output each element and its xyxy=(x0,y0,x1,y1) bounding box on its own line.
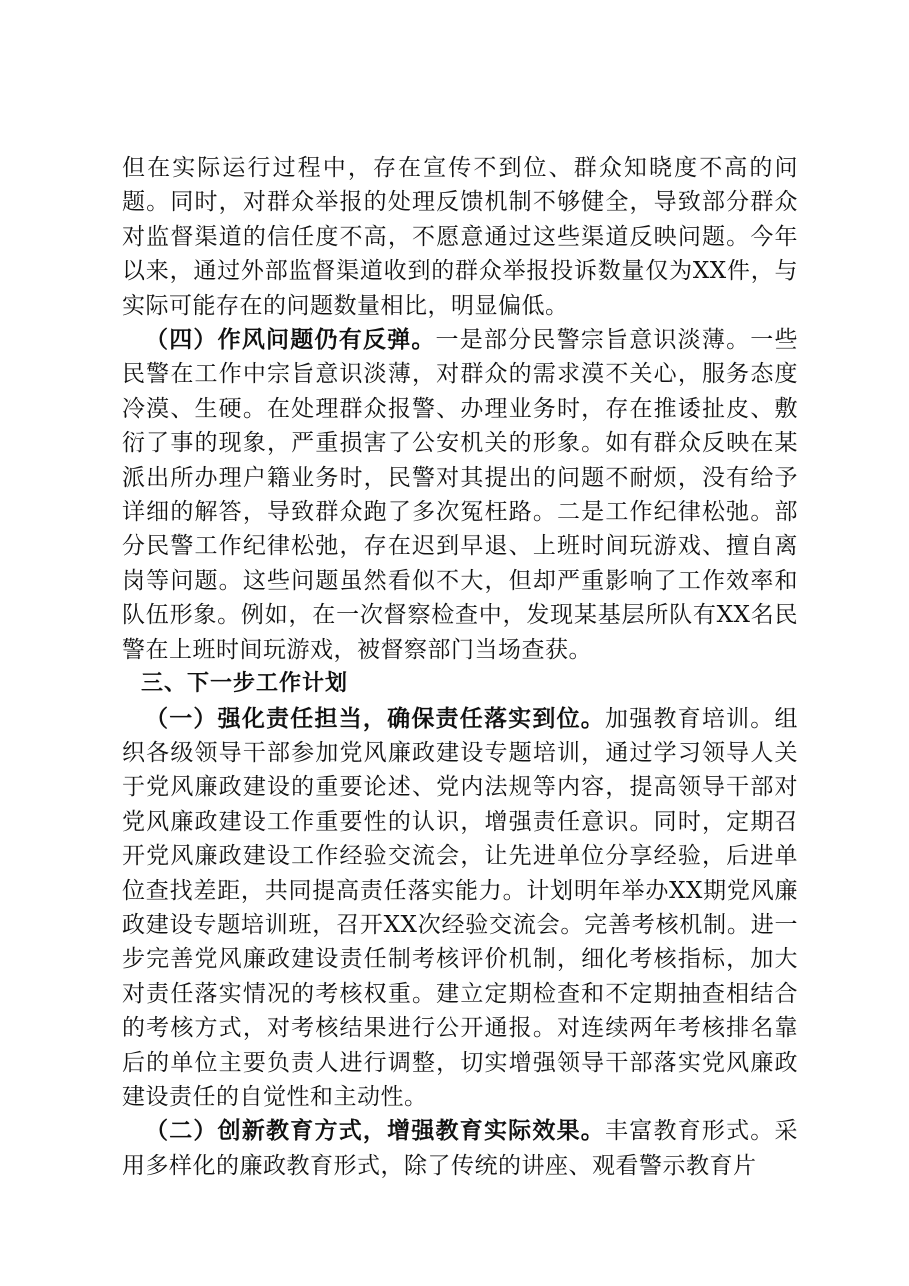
paragraph-work-style-issues xyxy=(122,323,798,667)
document-body xyxy=(122,151,798,1183)
paragraph-lead: （一）强化责任担当，确保责任落实到位。 xyxy=(145,704,606,732)
paragraph-education xyxy=(122,1114,798,1183)
paragraph-text: 丰富教育形式。采用多样化的廉政教育形式，除了传统的讲座、观看警示教育片 xyxy=(122,1118,799,1179)
paragraph-continuation xyxy=(122,151,798,323)
paragraph-lead: （四）作风问题仍有反弹。 xyxy=(145,326,436,354)
paragraph-text: 加强教育培训。组织各级领导干部参加党风廉政建设专题培训，通过学习领导人关于党风廉政建设的重要论述、党内法规等内容，提高领导干部对党风廉政建设工作重要性的认识，增强责任意识。同时，定期召开党风廉政建设工作经验交流会，让先进单位分享经验，后进单位查找差距，共同提高责任落实能力。计划明年举办XX期党风廉政建设专题培训班，召开XX次经验交流会。完善考核机制。进一步完善党风廉政建设责任制考核评价机制，细化考核指标，加大对责任落实情况的考核权重。建立定期检查和不定期抽查相结合的考核方式，对考核结果进行公开通报。对连续两年考核排名靠后的单位主要负责人进行调整，切实增强领导干部落实党风廉政建设责任的自觉性和主动性。 xyxy=(122,705,799,1110)
paragraph-responsibility xyxy=(122,702,798,1115)
paragraph-lead: （二）创新教育方式，增强教育实际效果。 xyxy=(145,1117,606,1145)
paragraph-text: 但在实际运行过程中，存在宣传不到位、群众知晓度不高的问题。同时，对群众举报的处理反馈机制不够健全，导致部分群众对监督渠道的信任度不高，不愿意通过这些渠道反映问题。今年以来，通过外部监督渠道收到的群众举报投诉数量仅为XX件，与实际可能存在的问题数量相比，明显偏低。 xyxy=(122,155,798,319)
section-heading: 三、下一步工作计划 xyxy=(141,671,349,697)
paragraph-text: 一是部分民警宗旨意识淡薄。一些民警在工作中宗旨意识淡薄，对群众的需求漠不关心，服务态度冷漠、生硬。在处理群众报警、办理业务时，存在推诿扯皮、敷衍了事的现象，严重损害了公安机关的形象。如有群众反映在某派出所办理户籍业务时，民警对其提出的问题不耐烦，没有给予详细的解答，导致群众跑了多次冤枉路。二是工作纪律松弛。部分民警工作纪律松弛，存在迟到早退、上班时间玩游戏、擅自离岗等问题。这些问题虽然看似不大，但却严重影响了工作效率和队伍形象。例如，在一次督察检查中，发现某基层所队有XX名民警在上班时间玩游戏，被督察部门当场查获。 xyxy=(122,327,799,663)
